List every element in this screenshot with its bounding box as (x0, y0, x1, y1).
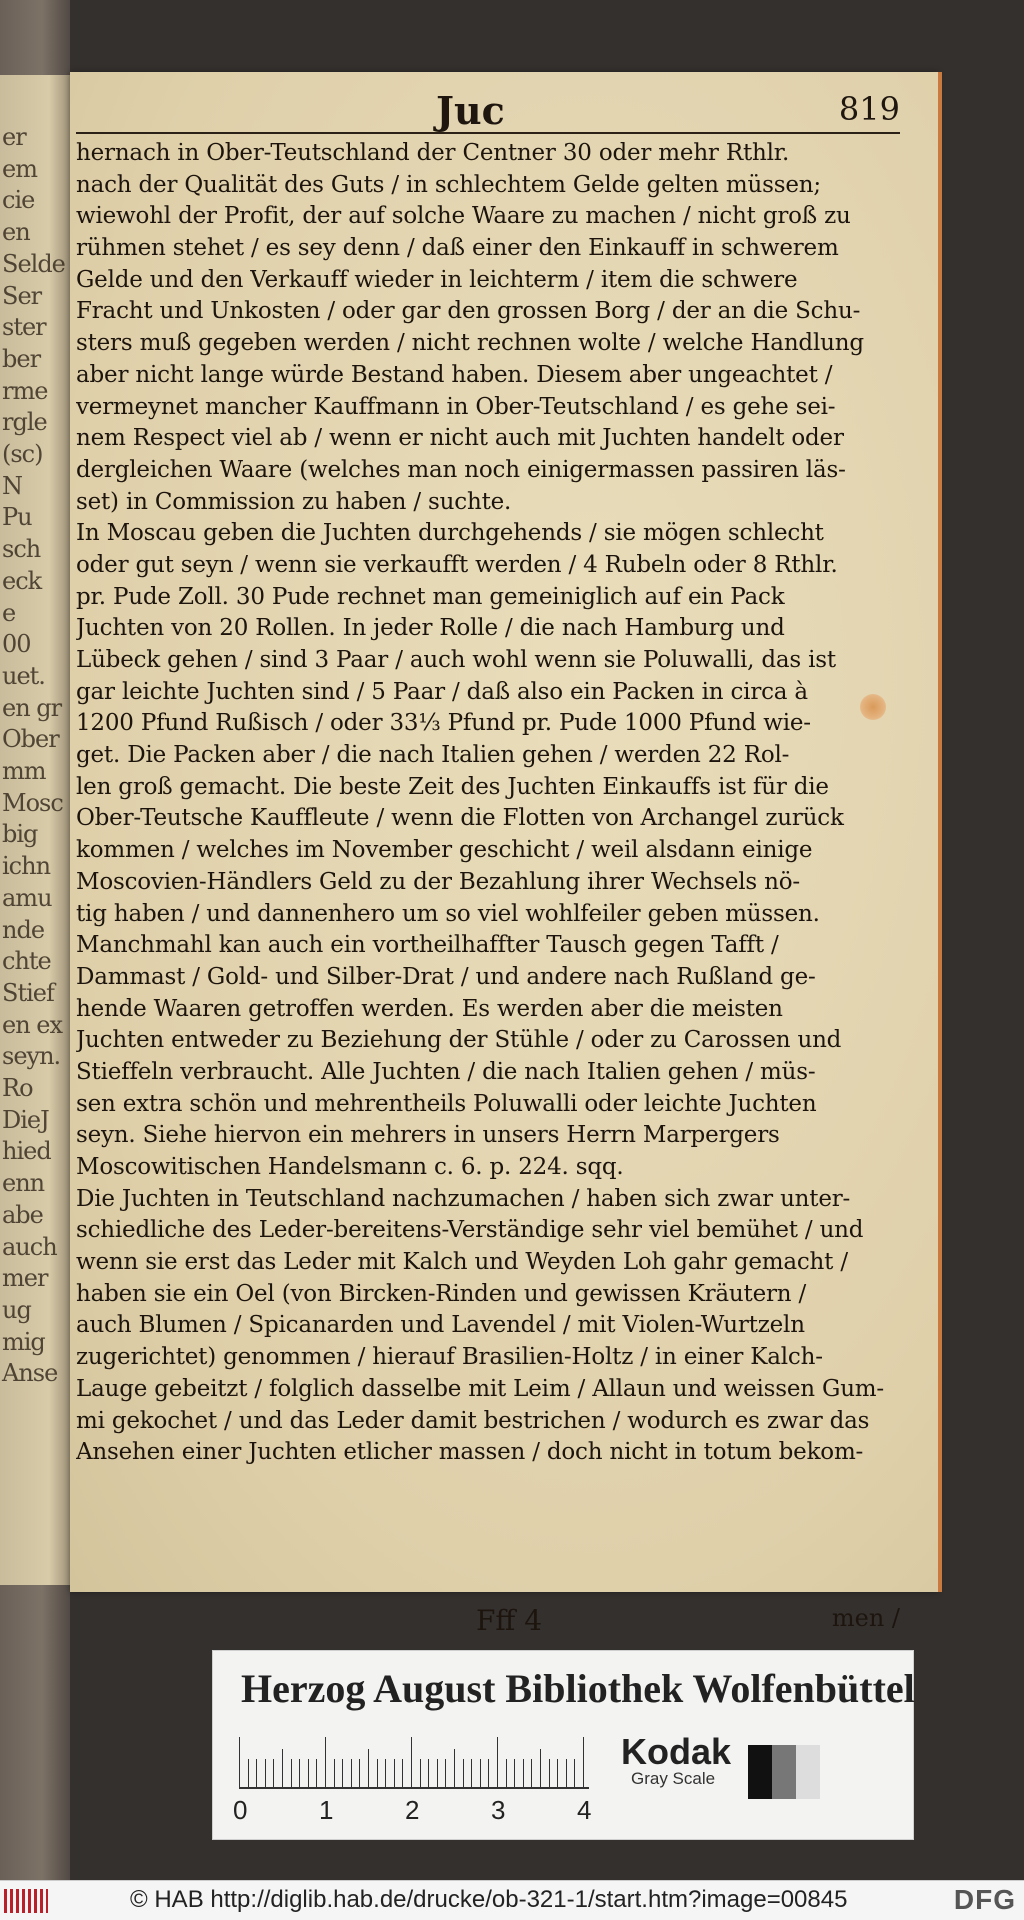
book-page (70, 72, 938, 1637)
previous-page-fragment: eck (2, 566, 42, 595)
text-line: vermeynet mancher Kauffmann in Ober-Teutschland / es gehe sei- (76, 393, 836, 420)
ruler-tick (368, 1749, 369, 1787)
previous-page-fragment: auch (2, 1232, 57, 1261)
previous-page-fragment: big (2, 820, 38, 849)
text-line: aber nicht lange würde Bestand haben. Diesem aber ungeachtet / (76, 361, 833, 388)
previous-page-fragment: Ser (2, 281, 42, 310)
ruler-tick (256, 1759, 257, 1787)
ruler-baseline (239, 1787, 589, 1789)
ruler-tick (549, 1759, 550, 1787)
grayscale-label: Gray Scale (631, 1769, 716, 1788)
page-footer (76, 1604, 906, 1638)
text-line: In Moscau geben die Juchten durchgehends / sie mögen schlecht (76, 520, 824, 547)
ruler-tick (574, 1759, 575, 1787)
previous-page-fragment: 00 (2, 630, 31, 659)
previous-page-fragment: Pu (2, 503, 32, 532)
ruler-tick (523, 1759, 524, 1787)
text-line: pr. Pude Zoll. 30 Pude rechnet man gemeiniglich auf ein Pack (76, 583, 785, 610)
ruler-tick (437, 1759, 438, 1787)
page-header (76, 88, 900, 134)
ruler-tick (488, 1759, 489, 1787)
ruler-tick (411, 1737, 412, 1787)
text-line: wiewohl der Profit, der auf solche Waare zu machen / nicht groß zu (76, 203, 851, 230)
previous-page-fragment: N (2, 471, 22, 500)
text-line: sters muß gegeben werden / nicht rechnen wolte / welche Handlung (76, 330, 864, 357)
page-number: 819 (838, 90, 900, 128)
previous-page-fragment: chte (2, 947, 51, 976)
previous-page-fragment: Mosc (2, 788, 63, 817)
text-line: auch Blumen / Spicanarden und Lavendel / mit Violen-Wurtzeln (76, 1312, 805, 1339)
measurement-ruler (233, 1731, 599, 1831)
ruler-tick (316, 1759, 317, 1787)
text-line: tig haben / und dannenhero um so viel wohlfeiler geben müssen. (76, 900, 820, 927)
ruler-tick (394, 1759, 395, 1787)
previous-page-fragment: Anse (2, 1359, 58, 1388)
text-line: sen extra schön und mehrentheils Poluwalli oder leichte Juchten (76, 1090, 817, 1117)
copyright-link[interactable]: © HAB http://diglib.hab.de/drucke/ob-321-1/start.htm?image=00845 (130, 1886, 848, 1913)
text-line: hende Waaren getroffen werden. Es werden aber die meisten (76, 995, 783, 1022)
ruler-tick (299, 1759, 300, 1787)
ruler-tick (239, 1737, 240, 1787)
text-line: haben sie ein Oel (von Bircken-Rinden und gewissen Kräutern / (76, 1280, 807, 1307)
text-line: len groß gemacht. Die beste Zeit des Juchten Einkauffs ist für die (76, 773, 829, 800)
ruler-tick (471, 1759, 472, 1787)
text-line: seyn. Siehe hiervon ein mehrers in unsers Herrn Marpergers (76, 1122, 780, 1149)
previous-page-fragment: nde (2, 915, 45, 944)
ruler-tick (531, 1759, 532, 1787)
previous-page-fragment: abe (2, 1200, 43, 1229)
text-line: Die Juchten in Teutschland nachzumachen / haben sich zwar unter- (76, 1185, 851, 1212)
text-line: Juchten entweder zu Beziehung der Stühle / oder zu Carossen und (76, 1027, 842, 1054)
previous-page-fragment: mer (2, 1264, 48, 1293)
text-line: hernach in Ober-Teutschland der Centner 30 oder mehr Rthlr. (76, 140, 790, 166)
ruler-tick (514, 1759, 515, 1787)
ruler-number: 4 (577, 1795, 592, 1825)
color-calibration-card (212, 1650, 914, 1840)
ruler-tick (308, 1759, 309, 1787)
previous-page-fragment: hied (2, 1137, 51, 1166)
previous-page-fragment: mig (2, 1327, 45, 1356)
text-line: Lauge gebeitzt / folglich dasselbe mit Leim / Allaun und weissen Gum- (76, 1375, 884, 1402)
previous-page-fragment: Stief (2, 978, 54, 1007)
previous-page-fragment: rgle (2, 408, 47, 437)
ruler-number: 1 (319, 1795, 334, 1825)
ruler-tick (377, 1759, 378, 1787)
text-line: zugerichtet) genommen / hierauf Brasilien-Holtz / in einer Kalch- (76, 1344, 823, 1371)
text-line: set) in Commission zu haben / suchte. (76, 488, 512, 515)
running-head: Juc (436, 88, 505, 133)
previous-page-fragment: Ro (2, 1074, 33, 1102)
text-line: 1200 Pfund Rußisch / oder 33⅓ Pfund pr. Pude 1000 Pfund wie- (76, 710, 811, 737)
signature-mark: Fff 4 (476, 1604, 543, 1637)
previous-page-fragment: seyn. (2, 1042, 61, 1071)
previous-page-fragment: Ober (2, 725, 59, 754)
previous-page-fragment: amu (2, 883, 52, 912)
previous-page-fragment: cie (2, 186, 35, 215)
ruler-tick (566, 1759, 567, 1787)
ruler-tick (557, 1759, 558, 1787)
ruler-tick (445, 1759, 446, 1787)
ruler-tick (291, 1759, 292, 1787)
text-line: wenn sie erst das Leder mit Kalch und Weyden Loh gahr gemacht / (76, 1249, 848, 1276)
previous-page-fragment: en gr (2, 693, 62, 722)
previous-page-fragment: ber (2, 344, 41, 373)
previous-page-fragment: ug (2, 1295, 31, 1324)
text-line: Fracht und Unkosten / oder gar den grossen Borg / der an die Schu- (76, 298, 861, 325)
ruler-tick (325, 1737, 326, 1787)
text-line: nach der Qualität des Guts / in schlechtem Gelde gelten müssen; (76, 171, 821, 198)
previous-page-fragment: ichn (2, 852, 51, 881)
kodak-logo: Kodak (621, 1731, 732, 1772)
text-line: get. Die Packen aber / die nach Italien gehen / werden 22 Rol- (76, 742, 790, 769)
previous-page-fragment: (sc) (2, 440, 43, 468)
ruler-tick (342, 1759, 343, 1787)
ruler-tick (454, 1749, 455, 1787)
text-line: Manchmahl kan auch ein vortheilhaffter Tausch gegen Tafft / (76, 932, 779, 959)
text-line: oder gut seyn / wenn sie verkaufft werden / 4 Rubeln oder 8 Rthlr. (76, 551, 838, 578)
text-line: rühmen stehet / es sey denn / daß einer den Einkauff in schwerem (76, 235, 839, 262)
previous-page-fragment: em (2, 154, 37, 183)
grayscale-swatch (748, 1745, 820, 1799)
catchword: men / (831, 1604, 900, 1632)
ruler-tick (420, 1759, 421, 1787)
text-line: Moscowitischen Handelsmann c. 6. p. 224. sqq. (76, 1154, 624, 1180)
text-line: Ober-Teutsche Kauffleute / wenn die Flotten von Archangel zurück (76, 805, 844, 832)
previous-page-fragment: Selde (2, 249, 65, 278)
ruler-tick (506, 1759, 507, 1787)
text-line: Ansehen einer Juchten etlicher massen / doch nicht in totum bekom- (76, 1439, 864, 1466)
dfg-logo: DFG (953, 1884, 1016, 1915)
ruler-tick (540, 1749, 541, 1787)
body-text (76, 138, 906, 1637)
ruler-number: 3 (491, 1795, 506, 1825)
ruler-tick (273, 1759, 274, 1787)
ruler-tick (351, 1759, 352, 1787)
library-name: Herzog August Bibliothek Wolfenbüttel (241, 1666, 915, 1711)
ruler-tick (359, 1759, 360, 1787)
ruler-tick (282, 1749, 283, 1787)
ruler-tick (385, 1759, 386, 1787)
previous-page-fragment: er (2, 123, 26, 151)
ruler-tick (480, 1759, 481, 1787)
text-line: schiedliche des Leder-bereitens-Verständige sehr viel bemühet / und (76, 1217, 864, 1244)
text-line: dergleichen Waare (welches man noch einigermassen passiren läs- (76, 456, 846, 483)
ruler-tick (334, 1759, 335, 1787)
text-line: kommen / welches im November geschicht / weil alsdann einige (76, 837, 813, 864)
previous-page-fragment: mm (2, 757, 46, 785)
ruler-tick (248, 1759, 249, 1787)
text-line: Stieffeln verbraucht. Alle Juchten / die nach Italien gehen / müs- (76, 1058, 816, 1085)
ruler-tick (463, 1759, 464, 1787)
text-line: nem Respect viel ab / wenn er nicht auch mit Juchten handelt oder (76, 425, 844, 452)
text-line: mi gekochet / und das Leder damit bestrichen / wodurch es zwar das (76, 1407, 870, 1434)
previous-page-fragment: DieJ (2, 1105, 49, 1134)
previous-page-fragment: rme (2, 376, 48, 405)
ruler-tick (428, 1759, 429, 1787)
previous-page-fragment: en ex (2, 1010, 63, 1039)
previous-page-fragment: ster (2, 313, 46, 342)
ruler-tick (402, 1759, 403, 1787)
text-line: Moscovien-Händlers Geld zu der Bezahlung ihrer Wechsels nö- (76, 868, 800, 895)
hab-logo-icon (4, 1889, 48, 1913)
text-line: Gelde und den Verkauff wieder in leichterm / item die schwere (76, 266, 798, 293)
text-line: Dammast / Gold- und Silber-Drat / und andere nach Rußland ge- (76, 963, 816, 990)
previous-page-fragment: en (2, 218, 30, 247)
text-line: Lübeck gehen / sind 3 Paar / auch wohl wenn sie Poluwalli, das ist (76, 647, 836, 673)
ruler-tick (583, 1737, 584, 1787)
previous-page-fragment: sch (2, 535, 41, 564)
previous-page-fragment: uet. (2, 661, 45, 690)
ruler-number: 0 (233, 1795, 248, 1825)
footer-bar (0, 1880, 1024, 1920)
text-line: Juchten von 20 Rollen. In jeder Rolle / die nach Hamburg und (76, 615, 785, 642)
ruler-number: 2 (405, 1795, 420, 1825)
ruler-tick (497, 1737, 498, 1787)
previous-page-fragment: enn (2, 1169, 45, 1198)
text-line: gar leichte Juchten sind / 5 Paar / daß also ein Packen in circa à (76, 678, 808, 705)
ruler-tick (265, 1759, 266, 1787)
previous-page-fragment: e (2, 598, 16, 627)
previous-page-edge (0, 75, 70, 1585)
